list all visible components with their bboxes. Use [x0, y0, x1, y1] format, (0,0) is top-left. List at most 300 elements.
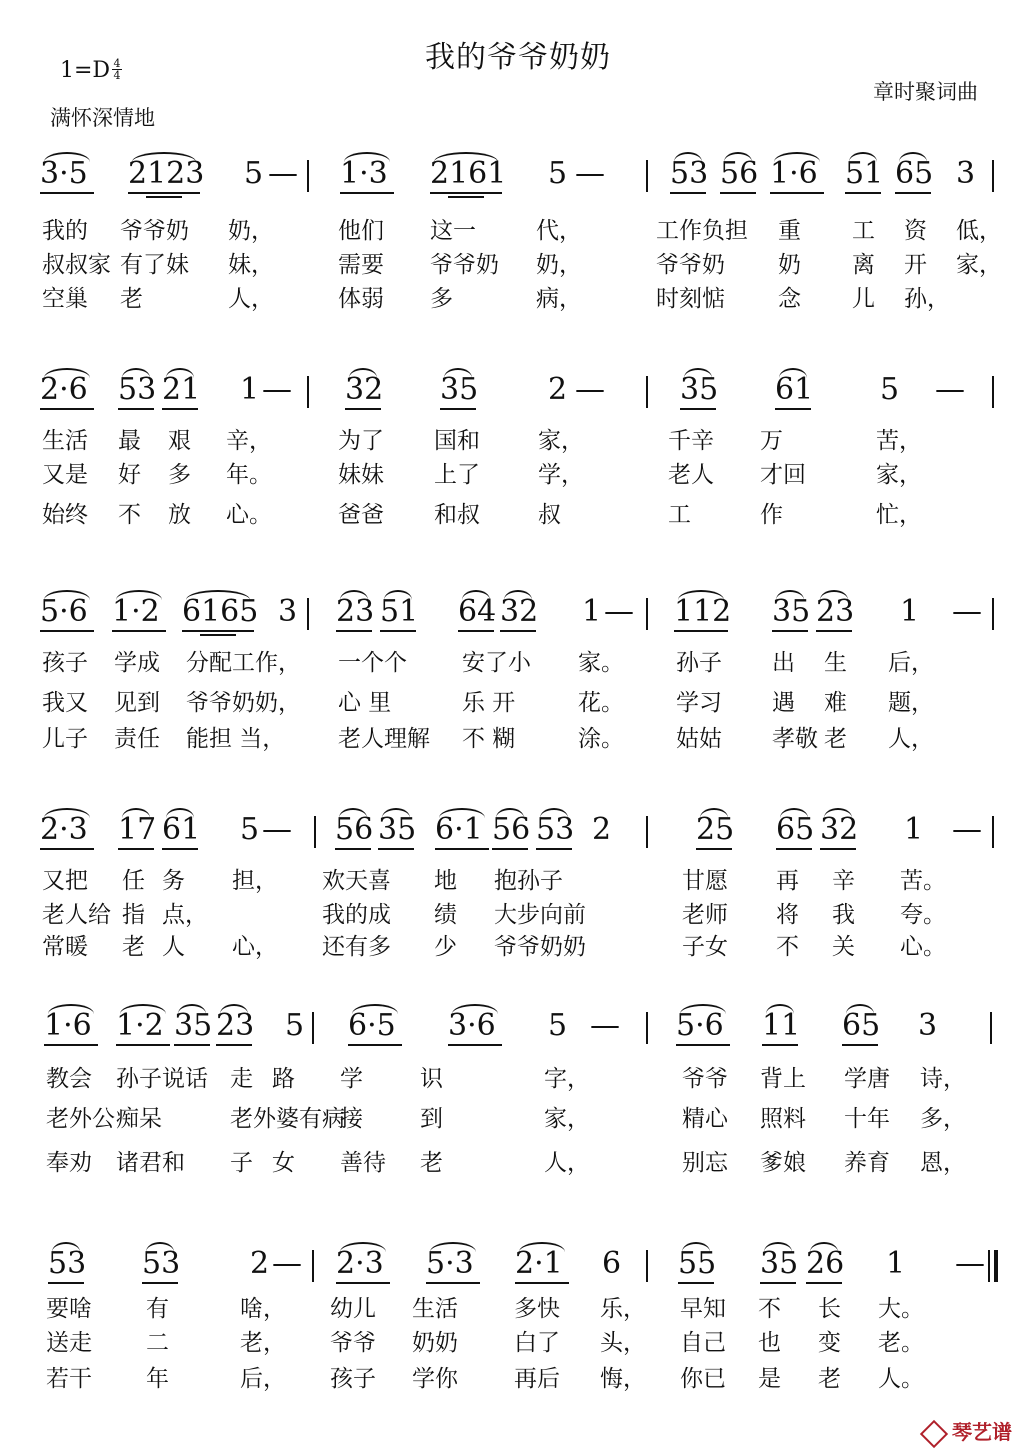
- watermark-text: 琴艺谱: [952, 1420, 1012, 1444]
- slur-mark: [849, 152, 877, 162]
- beam-underline: [500, 630, 536, 632]
- lyric-word: 老人: [668, 462, 714, 488]
- lyric-word: 爷爷奶: [430, 252, 499, 278]
- lyric-word: 啥，: [240, 1296, 286, 1322]
- note-group: 3·6: [448, 1008, 496, 1043]
- lyric-word: 孝敬: [772, 726, 818, 752]
- note-group: 23: [336, 594, 375, 629]
- slur-mark: [44, 808, 90, 818]
- beam-underline: [112, 630, 166, 632]
- lyric-word: 见到: [114, 690, 160, 716]
- lyric-word: 早知: [680, 1296, 726, 1322]
- lyric-word: 幼儿: [330, 1296, 376, 1322]
- lyric-word: 老师: [682, 902, 728, 928]
- barline: [307, 376, 309, 408]
- note-group: 53: [670, 156, 709, 191]
- lyric-word: 悔，: [600, 1366, 646, 1392]
- lyric-word: 甘愿: [682, 868, 728, 894]
- lyric-word: 最: [118, 428, 141, 454]
- lyric-word: 生活: [412, 1296, 458, 1322]
- lyric-word: 关: [832, 934, 855, 960]
- note-group: 6·5: [348, 1008, 396, 1043]
- slur-mark: [384, 590, 412, 600]
- lyric-word: 绩: [434, 902, 457, 928]
- slur-mark: [820, 590, 848, 600]
- beam-underline: [678, 1282, 714, 1284]
- lyric-word: 有了妹: [120, 252, 189, 278]
- slur-mark: [44, 590, 90, 600]
- lyric-word: 头，: [600, 1330, 646, 1356]
- slur-mark: [774, 152, 820, 162]
- note-group: 1: [240, 372, 260, 407]
- lyric-word: 多: [168, 462, 191, 488]
- lyric-word: 变: [818, 1330, 841, 1356]
- lyric-word: 儿子: [42, 726, 88, 752]
- lyric-word: 为了: [338, 428, 384, 454]
- note-group: 53: [536, 812, 575, 847]
- lyric-word: 要啥: [46, 1296, 92, 1322]
- beam-underline: [380, 630, 416, 632]
- lyric-word: 女: [272, 1150, 295, 1176]
- note-group: 3: [278, 594, 298, 629]
- note-group: 26: [806, 1246, 845, 1281]
- beam-underline: [142, 1282, 178, 1284]
- slur-mark: [186, 590, 250, 600]
- dash-extension: —: [272, 1246, 302, 1281]
- lyric-word: 夸。: [900, 902, 946, 928]
- slur-mark: [339, 808, 367, 818]
- slur-mark: [166, 808, 194, 818]
- lyric-word: 放: [168, 502, 191, 528]
- lyric-word: 儿: [852, 286, 875, 312]
- beam-underline: [816, 630, 852, 632]
- note-group: 51: [845, 156, 884, 191]
- note-group: 5: [285, 1008, 305, 1043]
- lyric-word: 心。: [226, 502, 272, 528]
- lyric-word: 别忘: [682, 1150, 728, 1176]
- lyric-word: 再: [776, 868, 799, 894]
- lyric-word: 家，: [538, 428, 584, 454]
- lyric-word: 爷爷: [682, 1066, 728, 1092]
- note-group: 5: [548, 1008, 568, 1043]
- lyric-word: 务: [162, 868, 185, 894]
- lyric-word: 将: [776, 902, 799, 928]
- lyric-word: 爷爷奶奶，: [186, 690, 301, 716]
- beam-underline: [162, 848, 198, 850]
- lyric-word: 离: [852, 252, 875, 278]
- slur-mark: [780, 808, 808, 818]
- slur-mark: [680, 1004, 726, 1014]
- lyric-word: 任: [122, 868, 145, 894]
- lyric-word: 孙，: [904, 286, 950, 312]
- note-group: 35: [174, 1008, 213, 1043]
- lyric-word: 抱孙子: [494, 868, 563, 894]
- lyric-word: 老外公: [46, 1106, 115, 1132]
- lyric-word: 不: [118, 502, 141, 528]
- slur-mark: [764, 1242, 792, 1252]
- lyric-word: 老: [122, 934, 145, 960]
- note-group: 5·6: [676, 1008, 724, 1043]
- lyric-word: 心。: [900, 934, 946, 960]
- lyric-word: 孙子: [676, 650, 722, 676]
- slur-mark: [349, 368, 377, 378]
- lyric-word: 开: [904, 252, 927, 278]
- beam-underline: [448, 196, 484, 198]
- lyric-word: 工作负担: [656, 218, 748, 244]
- lyric-word: 不 糊: [462, 726, 516, 752]
- lyric-word: 诸君和: [116, 1150, 185, 1176]
- lyric-word: 我的成: [322, 902, 391, 928]
- lyric-word: 欢天喜: [322, 868, 391, 894]
- lyric-word: 爹娘: [760, 1150, 806, 1176]
- beam-underline: [335, 848, 371, 850]
- beam-underline: [40, 192, 94, 194]
- lyric-word: 老: [120, 286, 143, 312]
- beam-underline: [48, 1282, 84, 1284]
- expression-marking: 满怀深情地: [50, 106, 155, 130]
- note-group: 35: [772, 594, 811, 629]
- lyric-word: 遇: [772, 690, 795, 716]
- note-group: 25: [696, 812, 735, 847]
- lyric-word: 爷爷奶: [120, 218, 189, 244]
- lyric-word: 奶，: [228, 218, 274, 244]
- beam-underline: [216, 1044, 252, 1046]
- lyric-word: 人，: [228, 286, 274, 312]
- beam-underline: [895, 192, 931, 194]
- note-group: 35: [378, 812, 417, 847]
- dash-extension: —: [262, 372, 292, 407]
- lyric-word: 精心: [682, 1106, 728, 1132]
- note-group: 35: [680, 372, 719, 407]
- note-group: 23: [216, 1008, 255, 1043]
- beam-underline: [182, 630, 254, 632]
- lyric-word: 再后: [514, 1366, 560, 1392]
- slur-mark: [682, 1242, 710, 1252]
- beam-underline: [492, 848, 528, 850]
- note-group: 1·2: [112, 594, 160, 629]
- barline: [992, 816, 994, 848]
- watermark-icon: [920, 1419, 948, 1447]
- beam-underline: [345, 408, 381, 410]
- note-group: 53: [118, 372, 157, 407]
- beam-underline: [340, 192, 394, 194]
- lyric-word: 字，: [544, 1066, 590, 1092]
- note-group: 2: [250, 1246, 270, 1281]
- lyric-word: 时刻惦: [656, 286, 725, 312]
- slur-mark: [540, 808, 568, 818]
- slur-mark: [779, 368, 807, 378]
- slur-mark: [899, 152, 927, 162]
- beam-underline: [448, 1044, 502, 1046]
- note-group: 2123: [128, 156, 205, 191]
- dash-extension: —: [935, 372, 965, 407]
- note-group: 55: [678, 1246, 717, 1281]
- dash-extension: —: [262, 812, 292, 847]
- final-barline: [988, 1250, 990, 1282]
- lyric-word: 我: [832, 902, 855, 928]
- slur-mark: [496, 808, 524, 818]
- dash-extension: —: [590, 1008, 620, 1043]
- slur-mark: [776, 590, 804, 600]
- slur-mark: [340, 590, 368, 600]
- lyric-word: 子: [230, 1150, 253, 1176]
- lyric-word: 姑姑: [676, 726, 722, 752]
- lyric-word: 孩子: [42, 650, 88, 676]
- lyric-word: 上了: [434, 462, 480, 488]
- lyric-word: 国和: [434, 428, 480, 454]
- lyric-word: 我又: [42, 690, 88, 716]
- note-group: 56: [720, 156, 759, 191]
- lyric-word: 学你: [412, 1366, 458, 1392]
- watermark-logo: [924, 1416, 1012, 1445]
- lyric-word: 家，: [544, 1106, 590, 1132]
- beam-underline: [336, 630, 372, 632]
- lyric-word: 你已: [680, 1366, 726, 1392]
- lyric-word: 自己: [680, 1330, 726, 1356]
- note-group: 2161: [430, 156, 507, 191]
- lyric-word: 人。: [878, 1366, 924, 1392]
- notation-row: [0, 806, 1036, 856]
- beam-underline: [162, 408, 198, 410]
- note-group: 65: [895, 156, 934, 191]
- lyric-word: 万: [760, 428, 783, 454]
- lyric-word: 爷爷: [330, 1330, 376, 1356]
- slur-mark: [120, 1004, 166, 1014]
- lyric-word: 乐 开: [462, 690, 516, 716]
- lyric-word: 奶奶: [412, 1330, 458, 1356]
- lyric-word: 还有多: [322, 934, 391, 960]
- beam-underline: [118, 408, 154, 410]
- barline: [646, 376, 648, 408]
- lyric-word: 照料: [760, 1106, 806, 1132]
- composer-credit: 章时聚词曲: [873, 80, 978, 104]
- lyric-word: 难: [824, 690, 847, 716]
- lyric-word: 指: [122, 902, 145, 928]
- lyric-word: 教会: [46, 1066, 92, 1092]
- lyric-word: 家。: [578, 650, 624, 676]
- beam-underline: [128, 192, 200, 194]
- slur-mark: [132, 152, 196, 162]
- note-group: 112: [674, 594, 732, 629]
- lyric-word: 他们: [338, 218, 384, 244]
- lyric-word: 十年: [844, 1106, 890, 1132]
- slur-mark: [452, 1004, 498, 1014]
- note-group: 21: [162, 372, 201, 407]
- lyric-word: 出: [772, 650, 795, 676]
- lyric-word: 体弱: [338, 286, 384, 312]
- slur-mark: [846, 1004, 874, 1014]
- note-group: 3: [956, 156, 976, 191]
- beam-underline: [680, 408, 716, 410]
- dash-extension: —: [575, 372, 605, 407]
- slur-mark: [116, 590, 162, 600]
- slur-mark: [430, 1242, 476, 1252]
- lyric-word: 和叔: [434, 502, 480, 528]
- lyric-word: 家，: [956, 252, 1002, 278]
- lyric-word: 常暖: [42, 934, 88, 960]
- lyric-word: 又是: [42, 462, 88, 488]
- lyric-word: 工: [852, 218, 875, 244]
- dash-extension: —: [575, 156, 605, 191]
- beam-underline: [440, 408, 476, 410]
- slur-mark: [700, 808, 728, 818]
- lyric-word: 学: [340, 1066, 363, 1092]
- note-group: 56: [492, 812, 531, 847]
- beam-underline: [775, 408, 811, 410]
- lyric-word: 我的: [42, 218, 88, 244]
- lyric-word: 人，: [888, 726, 934, 752]
- lyric-word: 这一: [430, 218, 476, 244]
- lyric-word: 也: [758, 1330, 781, 1356]
- lyric-word: 点，: [162, 902, 208, 928]
- lyric-word: 少: [434, 934, 457, 960]
- slur-mark: [824, 808, 852, 818]
- beam-underline: [760, 1282, 796, 1284]
- meter-top: 4: [113, 57, 121, 70]
- beam-underline: [118, 848, 154, 850]
- barline: [646, 160, 648, 192]
- lyric-word: 需要: [338, 252, 384, 278]
- lyric-word: 不: [758, 1296, 781, 1322]
- lyric-word: 老: [420, 1150, 443, 1176]
- note-group: 2·1: [515, 1246, 563, 1281]
- note-group: 1: [886, 1246, 906, 1281]
- lyric-word: 重: [778, 218, 801, 244]
- beam-underline: [676, 1044, 730, 1046]
- meter-bottom: 4: [113, 69, 121, 82]
- lyric-word: 老人给: [42, 902, 111, 928]
- note-group: 1·6: [770, 156, 818, 191]
- barline: [992, 598, 994, 630]
- note-group: 32: [500, 594, 539, 629]
- note-group: 3·5: [40, 156, 88, 191]
- note-group: 53: [48, 1246, 87, 1281]
- lyric-word: 路: [272, 1066, 295, 1092]
- time-signature: [112, 58, 122, 81]
- lyric-word: 辛，: [226, 428, 272, 454]
- note-group: 1·6: [44, 1008, 92, 1043]
- note-group: 5: [244, 156, 264, 191]
- note-group: 3: [918, 1008, 938, 1043]
- slur-mark: [684, 368, 712, 378]
- lyric-word: 不: [776, 934, 799, 960]
- beam-underline: [776, 848, 812, 850]
- lyric-word: 奶，: [536, 252, 582, 278]
- lyric-word: 学成: [114, 650, 160, 676]
- lyric-word: 多快: [514, 1296, 560, 1322]
- lyric-word: 家，: [876, 462, 922, 488]
- note-group: 11: [762, 1008, 801, 1043]
- beam-underline: [458, 630, 494, 632]
- note-group: 5: [880, 372, 900, 407]
- lyric-word: 作: [760, 502, 783, 528]
- note-group: 1: [904, 812, 924, 847]
- barline: [992, 376, 994, 408]
- beam-underline: [720, 192, 756, 194]
- barline: [646, 816, 648, 848]
- note-group: 53: [142, 1246, 181, 1281]
- barline: [307, 598, 309, 630]
- lyric-word: 走: [230, 1066, 253, 1092]
- barline: [307, 160, 309, 192]
- lyric-word: 人: [162, 934, 185, 960]
- lyric-word: 妹妹: [338, 462, 384, 488]
- slur-mark: [724, 152, 752, 162]
- lyric-word: 辛: [832, 868, 855, 894]
- lyric-word: 学习: [676, 690, 722, 716]
- slur-mark: [44, 368, 90, 378]
- slur-mark: [674, 152, 702, 162]
- lyric-word: 老外婆有病: [230, 1106, 345, 1132]
- lyric-word: 大步向前: [494, 902, 586, 928]
- lyric-word: 代，: [536, 218, 582, 244]
- lyric-word: 老人理解: [338, 726, 430, 752]
- note-group: 2·3: [40, 812, 88, 847]
- note-group: 23: [816, 594, 855, 629]
- barline: [992, 160, 994, 192]
- lyric-word: 空巢: [42, 286, 88, 312]
- beam-underline: [116, 1044, 170, 1046]
- lyric-word: 送走: [46, 1330, 92, 1356]
- note-group: 2: [548, 372, 568, 407]
- beam-underline: [40, 848, 94, 850]
- slur-mark: [340, 1242, 386, 1252]
- note-group: 1·2: [116, 1008, 164, 1043]
- note-group: 6·1: [435, 812, 483, 847]
- note-group: 6165: [182, 594, 259, 629]
- lyric-word: 多，: [920, 1106, 966, 1132]
- song-title: 我的爷爷奶奶: [425, 40, 611, 75]
- beam-underline: [336, 1282, 390, 1284]
- lyric-word: 有: [146, 1296, 169, 1322]
- slur-mark: [122, 368, 150, 378]
- beam-underline: [146, 196, 182, 198]
- lyric-word: 老: [824, 726, 847, 752]
- note-group: 1·3: [340, 156, 388, 191]
- slur-mark: [166, 368, 194, 378]
- lyric-word: 生活: [42, 428, 88, 454]
- note-group: 5: [240, 812, 260, 847]
- lyric-word: 病，: [536, 286, 582, 312]
- slur-mark: [810, 1242, 838, 1252]
- beam-underline: [430, 192, 502, 194]
- lyric-word: 孩子: [330, 1366, 376, 1392]
- slur-mark: [344, 152, 390, 162]
- dash-extension: —: [268, 156, 298, 191]
- dash-extension: —: [604, 594, 634, 629]
- lyric-word: 始终: [42, 502, 88, 528]
- dash-extension: —: [952, 594, 982, 629]
- beam-underline: [515, 1282, 569, 1284]
- beam-underline: [40, 630, 94, 632]
- lyric-word: 又把: [42, 868, 88, 894]
- beam-underline: [435, 848, 489, 850]
- lyric-word: 恩，: [920, 1150, 966, 1176]
- note-group: 2: [592, 812, 612, 847]
- beam-underline: [426, 1282, 480, 1284]
- barline: [646, 598, 648, 630]
- lyric-word: 到: [420, 1106, 443, 1132]
- slur-mark: [352, 1004, 398, 1014]
- barline: [314, 816, 316, 848]
- beam-underline: [770, 192, 824, 194]
- notation-row: [0, 588, 1036, 638]
- lyric-word: 老: [818, 1366, 841, 1392]
- lyric-word: 痴呆: [116, 1106, 162, 1132]
- lyric-word: 孙子说话: [116, 1066, 208, 1092]
- lyric-word: 背上: [760, 1066, 806, 1092]
- beam-underline: [845, 192, 881, 194]
